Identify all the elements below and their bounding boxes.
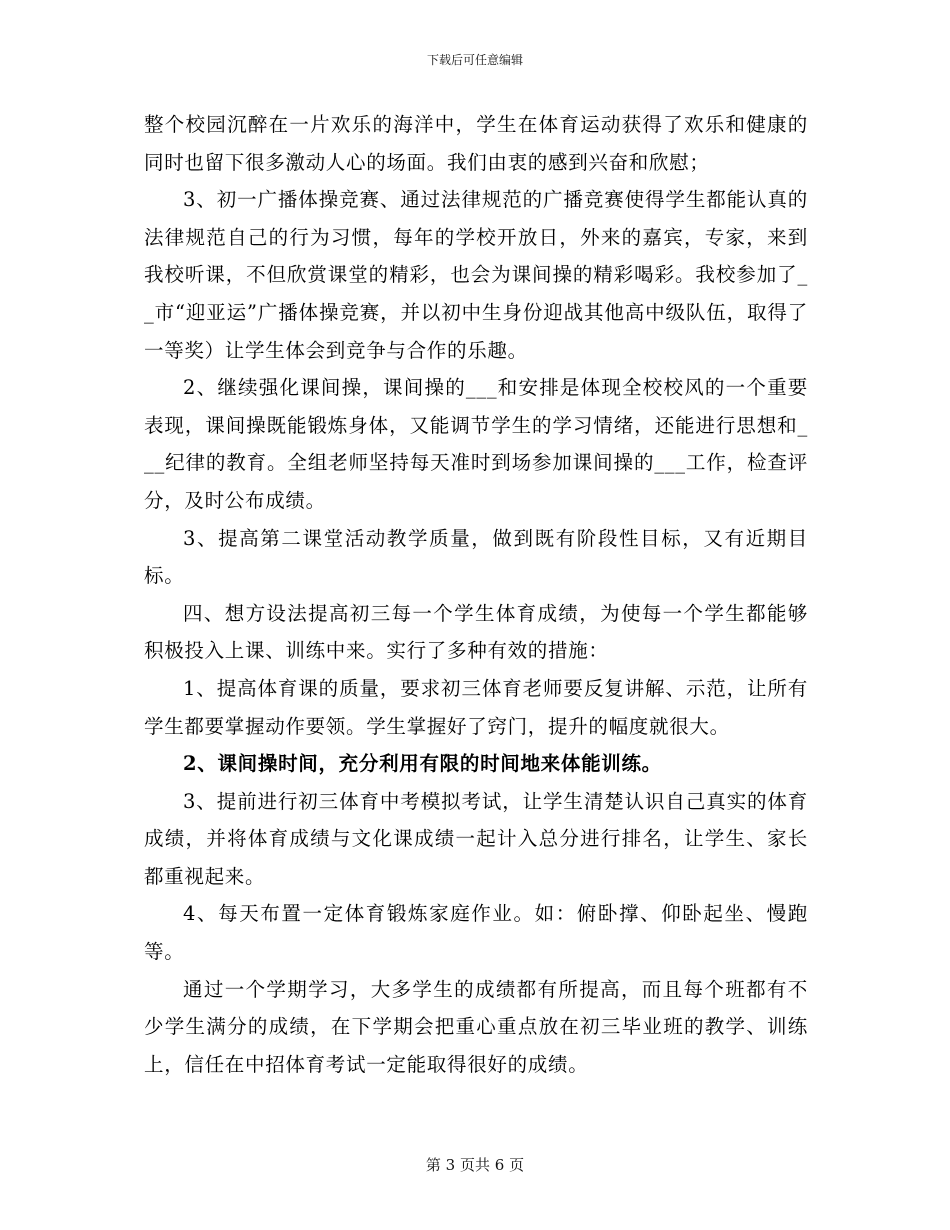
paragraph-6: 1、提高体育课的质量，要求初三体育老师要反复讲解、示范，让所有学生都要掌握动作要领。学生掌握好了窍门，提升的幅度就很大。 [144, 676, 808, 738]
paragraph-9: 4、每天布置一定体育锻炼家庭作业。如：俯卧撑、仰卧起坐、慢跑等。 [144, 902, 808, 964]
paragraph-7-bold: 2、课间操时间，充分利用有限的时间地来体能训练。 [183, 752, 662, 776]
page-header-note: 下载后可任意编辑 [426, 53, 523, 67]
paragraph-2: 3、初一广播体操竞赛、通过法律规范的广播竞赛使得学生都能认真的法律规范自己的行为习惯，每年的学校开放日，外来的嘉宾，专家，来到我校听课，不但欣赏课堂的精彩，也会为课间操的精彩喝彩。我校参加了__市“迎亚运”广播体操竞赛，并以初中生身份迎战其他高中级队伍，取得了一等奖）让学生体会到竞争与合作的乐趣。 [144, 188, 808, 362]
paragraph-5: 四、想方设法提高初三每一个学生体育成绩，为使每一个学生都能够积极投入上课、训练中来。实行了多种有效的措施： [144, 601, 808, 663]
paragraph-1: 整个校园沉醉在一片欢乐的海洋中，学生在体育运动获得了欢乐和健康的同时也留下很多激动人心的场面。我们由衷的感到兴奋和欣慰； [144, 113, 808, 174]
paragraph-10: 通过一个学期学习，大多学生的成绩都有所提高，而且每个班都有不少学生满分的成绩，在下学期会把重心重点放在初三毕业班的教学、训练上，信任在中招体育考试一定能取得很好的成绩。 [144, 977, 808, 1076]
document-body [144, 106, 808, 1083]
paragraph-3: 2、继续强化课间操，课间操的___和安排是体现全校校风的一个重要表现，课间操既能锻炼身体，又能调节学生的学习情绪，还能进行思想和___纪律的教育。全组老师坚持每天准时到场参加课间操的___工作，检查评分，及时公布成绩。 [144, 376, 808, 512]
page-footer-number: 第 3 页共 6 页 [425, 1156, 525, 1174]
paragraph-4: 3、提高第二课堂活动教学质量，做到既有阶段性目标，又有近期目标。 [144, 526, 808, 588]
paragraph-8: 3、提前进行初三体育中考模拟考试，让学生清楚认识自己真实的体育成绩，并将体育成绩与文化课成绩一起计入总分进行排名，让学生、家长都重视起来。 [144, 789, 808, 888]
